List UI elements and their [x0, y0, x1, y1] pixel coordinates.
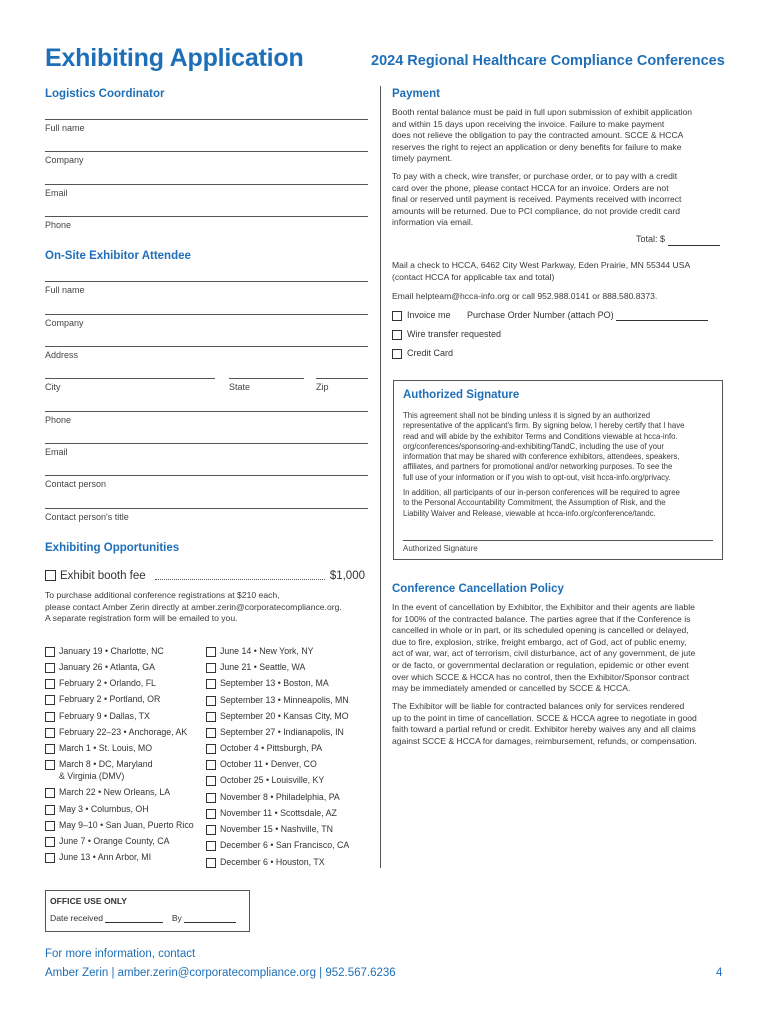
date-checkbox[interactable]	[206, 858, 216, 868]
date-option[interactable]	[206, 775, 324, 786]
date-checkbox[interactable]	[45, 837, 55, 847]
date-option[interactable]	[45, 836, 170, 847]
date-checkbox[interactable]	[45, 728, 55, 738]
date-label: September 13 • Minneapolis, MN	[220, 695, 349, 705]
date-checkbox[interactable]	[45, 821, 55, 831]
date-label: March 8 • DC, Maryland	[59, 759, 153, 769]
po-number-blank[interactable]	[616, 312, 708, 321]
date-option[interactable]	[206, 840, 349, 851]
date-label-continued: & Virginia (DMV)	[59, 771, 125, 781]
date-option[interactable]	[206, 678, 329, 689]
date-checkbox[interactable]	[206, 712, 216, 722]
payment-terms-paragraph: Booth rental balance must be paid in full upon submission of exhibit application and within 15 days upon receiving the invoice. Failure to make payment does not relieve the obligation to pay the contracted amount. SCCE & HCCA reserves the right to reject an application or deny benefits for failure to make timely payment.	[392, 107, 693, 164]
onsite-zip-field[interactable]: Zip	[316, 378, 368, 392]
date-checkbox[interactable]	[45, 805, 55, 815]
date-checkbox[interactable]	[206, 760, 216, 770]
date-label: October 4 • Pittsburgh, PA	[220, 743, 323, 753]
date-option[interactable]	[45, 820, 194, 831]
date-option[interactable]	[206, 824, 333, 835]
credit-card-checkbox[interactable]	[392, 349, 402, 359]
date-option[interactable]	[206, 743, 322, 754]
date-label: February 2 • Orlando, FL	[59, 678, 156, 688]
wire-option[interactable]	[392, 329, 501, 340]
date-checkbox[interactable]	[45, 679, 55, 689]
date-option[interactable]	[45, 646, 164, 657]
date-label: December 6 • San Francisco, CA	[220, 840, 350, 850]
date-label: September 27 • Indianapolis, IN	[220, 727, 344, 737]
booth-fee-checkbox[interactable]	[45, 570, 56, 581]
by-blank[interactable]	[184, 915, 236, 923]
date-label: June 13 • Ann Arbor, MI	[59, 852, 152, 862]
cancellation-paragraph-1: In the event of cancellation by Exhibitor, the Exhibitor and their agents are liable for 100% of the contracted balance. The parties agree that if the Conference is cancelled in whole or in part, or its scheduled opening is cancelled or delayed, due to fire, explosion, strike, freight embargo, act of God, act of public enemy, act of war, war, act of terrorism, civil disturbance, act of any government, de jute or de facto, or governmental declaration or regulation, epidemic or other event over which SCCE & HCCA has no control, then the Exhibitor/Sponsor contract may be immediately amended or cancelled by SCCE & HCCA.	[392, 602, 696, 694]
date-label: November 11 • Scottsdale, AZ	[220, 808, 337, 818]
booth-fee-price: $1,000	[329, 570, 365, 582]
date-checkbox[interactable]	[206, 825, 216, 835]
date-checkbox[interactable]	[45, 744, 55, 754]
date-checkbox[interactable]	[45, 853, 55, 863]
wire-checkbox[interactable]	[392, 330, 402, 340]
date-label: February 2 • Portland, OR	[59, 694, 161, 704]
page-number: 4	[716, 967, 723, 979]
date-checkbox[interactable]	[45, 760, 55, 770]
logistics-full-name-field[interactable]: Full name	[45, 119, 368, 133]
signature-line[interactable]: Authorized Signature	[403, 540, 713, 553]
date-option[interactable]	[45, 804, 149, 815]
page-subtitle: 2024 Regional Healthcare Compliance Conferences	[371, 53, 725, 69]
date-checkbox[interactable]	[45, 712, 55, 722]
onsite-address-field[interactable]: Address	[45, 346, 368, 360]
date-checkbox[interactable]	[206, 744, 216, 754]
credit-card-label: Credit Card	[407, 348, 454, 358]
date-option[interactable]	[206, 727, 344, 738]
mail-check-paragraph: Mail a check to HCCA, 6462 City West Parkway, Eden Prairie, MN 55344 USA (contact HCCA for applicable tax and total)	[392, 260, 691, 282]
onsite-city-field[interactable]: City	[45, 378, 215, 392]
date-label: May 9–10 • San Juan, Puerto Rico	[59, 820, 194, 830]
date-checkbox[interactable]	[45, 695, 55, 705]
footer-contact-intro: For more information, contact	[45, 948, 196, 960]
date-option[interactable]	[206, 808, 337, 819]
date-label: January 19 • Charlotte, NC	[59, 646, 164, 656]
onsite-heading: On-Site Exhibitor Attendee	[45, 250, 191, 262]
signature-waiver-paragraph: In addition, all participants of our in-person conferences will be required to agree to the Personal Accountability Commitment, the Assumption of Risk, and the Liability Waiver and Release, viewable at hcca-info.org/conference/tandc.	[403, 488, 680, 518]
date-option[interactable]	[45, 852, 151, 863]
credit-card-option[interactable]	[392, 348, 453, 359]
date-option[interactable]	[45, 727, 187, 738]
date-label: November 8 • Philadelphia, PA	[220, 792, 340, 802]
date-option[interactable]	[206, 662, 305, 673]
date-label: June 14 • New York, NY	[220, 646, 314, 656]
date-label: June 7 • Orange County, CA	[59, 836, 170, 846]
onsite-email-field[interactable]: Email	[45, 443, 368, 457]
signature-heading: Authorized Signature	[403, 389, 520, 401]
opportunities-heading: Exhibiting Opportunities	[45, 542, 180, 554]
onsite-company-field[interactable]: Company	[45, 314, 368, 328]
date-option[interactable]	[206, 695, 349, 706]
date-label: March 1 • St. Louis, MO	[59, 743, 153, 753]
invoice-checkbox[interactable]	[392, 311, 402, 321]
date-label: February 22–23 • Anchorage, AK	[59, 727, 188, 737]
date-checkbox[interactable]	[45, 788, 55, 798]
date-received-label: Date received	[50, 913, 104, 923]
logistics-email-field[interactable]: Email	[45, 184, 368, 198]
date-checkbox[interactable]	[206, 841, 216, 851]
date-received-blank[interactable]	[105, 915, 163, 923]
wire-label: Wire transfer requested	[407, 329, 502, 339]
date-checkbox[interactable]	[206, 696, 216, 706]
office-use-fields	[50, 913, 245, 923]
date-label: January 26 • Atlanta, GA	[59, 662, 155, 672]
cancellation-heading: Conference Cancellation Policy	[392, 583, 564, 595]
page-title: Exhibiting Application	[45, 44, 304, 72]
total-blank[interactable]	[668, 237, 720, 246]
date-option[interactable]	[45, 759, 153, 770]
po-label: Purchase Order Number (attach PO)	[467, 310, 614, 320]
onsite-contact-title-field[interactable]: Contact person's title	[45, 508, 368, 522]
total-label: Total: $	[636, 234, 666, 244]
booth-fee-row[interactable]	[45, 570, 365, 582]
date-label: November 15 • Nashville, TN	[220, 824, 333, 834]
invoice-label: Invoice me	[407, 310, 451, 320]
signature-agreement-paragraph: This agreement shall not be binding unless it is signed by an authorized representative of the applicant's firm. By signing below, I hereby certify that I have read and will abide by the exhibitor Terms and Conditions viewable at hcca-info. org/conferences/sponsoring-and-exhibiting/TandC, including the use of your information that may be shared with conference exhibitors, attendees, speakers, affiliates, and partners for promotional and/or networking purposes. To see the full use of your information or if you wish to opt-out, visit hcca-info.org/privacy.	[403, 411, 685, 482]
date-label: May 3 • Columbus, OH	[59, 804, 149, 814]
date-option[interactable]	[206, 759, 317, 770]
date-option[interactable]	[206, 711, 349, 722]
date-label: June 21 • Seattle, WA	[220, 662, 306, 672]
date-option[interactable]	[45, 743, 152, 754]
date-checkbox[interactable]	[206, 728, 216, 738]
date-checkbox[interactable]	[206, 663, 216, 673]
date-label: March 22 • New Orleans, LA	[59, 787, 171, 797]
onsite-full-name-field[interactable]: Full name	[45, 281, 368, 295]
payment-total[interactable]	[636, 234, 720, 246]
date-option[interactable]	[45, 711, 150, 722]
date-checkbox[interactable]	[206, 809, 216, 819]
date-option[interactable]	[45, 662, 155, 673]
date-checkbox[interactable]	[206, 647, 216, 657]
registration-note: To purchase additional conference registrations at $210 each, please contact Amber Zerin directly at amber.zerin@corporatecompliance.org. A separate registration form will be emailed to you.	[45, 590, 342, 624]
office-use-heading: OFFICE USE ONLY	[50, 896, 128, 906]
contact-email-line: Email helpteam@hcca-info.org or call 952.988.0141 or 888.580.8373.	[392, 291, 658, 301]
onsite-phone-field[interactable]: Phone	[45, 411, 368, 425]
date-label: September 13 • Boston, MA	[220, 678, 329, 688]
payment-methods-paragraph: To pay with a check, wire transfer, or purchase order, or to pay with a credit card over the phone, please contact HCCA for an invoice. Orders are not final or reserved until payment is received. Payments received with incorrect amounts will be returned. Due to PCI compliance, do not provide credit card information via email.	[392, 171, 682, 228]
invoice-option[interactable]	[392, 310, 708, 321]
column-divider	[380, 86, 381, 868]
by-label: By	[171, 913, 182, 923]
booth-fee-dots	[155, 579, 325, 580]
office-use-box	[45, 890, 250, 932]
date-option[interactable]	[45, 787, 170, 798]
date-label: September 20 • Kansas City, MO	[220, 711, 349, 721]
date-label: October 25 • Louisville, KY	[220, 775, 325, 785]
onsite-state-field[interactable]: State	[229, 378, 304, 392]
date-checkbox[interactable]	[45, 663, 55, 673]
logistics-phone-field[interactable]: Phone	[45, 216, 368, 230]
booth-fee-label: Exhibit booth fee	[60, 570, 146, 582]
date-option[interactable]	[206, 792, 340, 803]
payment-heading: Payment	[392, 88, 440, 100]
onsite-contact-person-field[interactable]: Contact person	[45, 475, 368, 489]
date-label: December 6 • Houston, TX	[220, 857, 325, 867]
date-option[interactable]	[206, 646, 314, 657]
date-option[interactable]	[206, 857, 325, 868]
date-checkbox[interactable]	[206, 793, 216, 803]
logistics-heading: Logistics Coordinator	[45, 88, 165, 100]
date-label: February 9 • Dallas, TX	[59, 711, 150, 721]
date-checkbox[interactable]	[206, 679, 216, 689]
date-checkbox[interactable]	[45, 647, 55, 657]
footer-contact-details: Amber Zerin | amber.zerin@corporatecompliance.org | 952.567.6236	[45, 967, 396, 979]
date-checkbox[interactable]	[206, 776, 216, 786]
date-option[interactable]	[45, 678, 156, 689]
logistics-company-field[interactable]: Company	[45, 151, 368, 165]
date-label: October 11 • Denver, CO	[220, 759, 317, 769]
date-option[interactable]	[45, 694, 160, 705]
cancellation-paragraph-2: The Exhibitor will be liable for contracted balances only for services rendered up to the point in time of cancellation. SCCE & HCCA agree to negotiate in good faith toward a partial refund or credit. Exhibitor hereby waives any and all claims against SCCE & HCCA for damages, reimbursement, refunds, or compensation.	[392, 701, 697, 746]
